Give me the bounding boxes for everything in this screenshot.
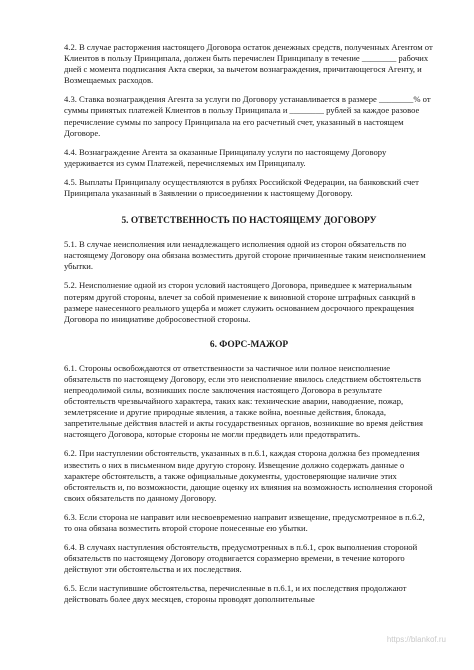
- clause-5-1: 5.1. В случае неисполнения или ненадлежащего исполнения одной из сторон обязательств по настоящему Договору она обязана возместить другой стороне причиненные таким неисполнением убытки.: [64, 239, 426, 272]
- clause-4-3: 4.3. Ставка вознаграждения Агента за услуги по Договору устанавливается в размере ________% от суммы принятых платежей Клиентов в пользу Принципала и ________ рублей за каждое разовое перечисление суммы по запросу Принципала на его расчетный счет, указанный в настоящем Договоре.: [64, 94, 431, 138]
- section-5-title: 5. ОТВЕТСТВЕННОСТЬ ПО НАСТОЯЩЕМУ ДОГОВОРУ: [121, 216, 377, 227]
- clause-6-4: 6.4. В случаях наступления обстоятельств, предусмотренных в п.6.1, срок выполнения стороной обязательств по настоящему Договору отодвигается соразмерно времени, в течение которого действуют эти обстоятельства и их последствия.: [64, 542, 418, 575]
- clause-6-3: 6.3. Если сторона не направит или несвоевременно направит извещение, предусмотренное в п.6.2, то она обязана возместить второй стороне понесенные ею убытки.: [64, 511, 425, 533]
- clause-4-2: 4.2. В случае расторжения настоящего Договора остаток денежных средств, полученных Агентом от Клиентов в пользу Принципала, должен быть перечислен Принципалу в течение ________ рабочих дней с момента подписания Акта сверки, за вычетом вознаграждения, причитающегося Агенту, и Возмещаемых расходов.: [64, 42, 433, 86]
- document-page: [64, 42, 434, 614]
- clause-6-5: 6.5. Если наступившие обстоятельства, перечисленные в п.6.1, и их последствия продолжают действовать более двух месяцев, стороны проводят дополнительные: [64, 583, 407, 605]
- clause-6-1: 6.1. Стороны освобождаются от ответственности за частичное или полное неисполнение обязательств по настоящему Договору, если это неисполнение явилось следствием обстоятельств непреодолимой силы, возникших после заключения настоящего Договора в результате обстоятельств чрезвычайного характера, таких как: технические аварии, наводнение, пожар, землетрясение и другие природные явления, а также война, военные действия, блокада, запретительные действия властей и акты государственных органов, возникшие во время действия настоящего Договора, которые стороны не могли предвидеть или предотвратить.: [64, 362, 423, 440]
- clause-4-5: 4.5. Выплаты Принципалу осуществляются в рублях Российской Федерации, на банковский счет Принципала указанный в Заявлении о присоединении к настоящему Договору.: [64, 176, 419, 199]
- clause-6-2: 6.2. При наступлении обстоятельств, указанных в п.6.1, каждая сторона должна без промедления известить о них в письменном виде другую сторону. Извещение должно содержать данные о характере обстоятельств, а также официальные документы, удостоверяющие наличие этих обстоятельств и, по возможности, дающие оценку их влияния на возможность исполнения стороной своих обязательств по данному Договору.: [64, 448, 433, 503]
- section-6-title: 6. ФОРС-МАЖОР: [209, 339, 289, 350]
- watermark-url: https://blankof.ru: [386, 635, 446, 644]
- clause-5-2: 5.2. Неисполнение одной из сторон условий настоящего Договора, приведшее к материальным потерям другой стороны, влечет за собой применение к виновной стороне штрафных санкций в размере нанесенного реального ущерба и может служить основанием досрочного прекращения Договора по инициативе добросовестной стороны.: [64, 280, 416, 324]
- clause-4-4: 4.4. Вознаграждение Агента за оказанные Принципалу услуги по настоящему Договору удерживается из сумм Платежей, перечисляемых им Принципалу.: [64, 146, 387, 168]
